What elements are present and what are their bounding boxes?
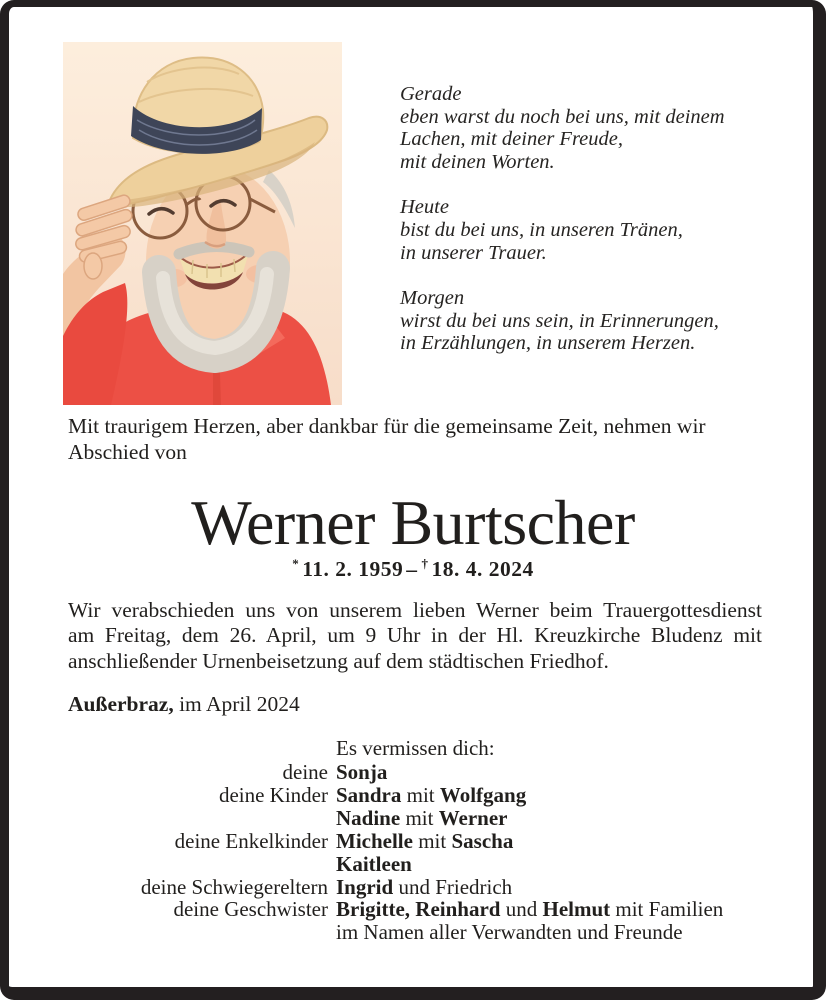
poem-line: Gerade xyxy=(400,83,462,105)
mourner-relation xyxy=(68,807,328,830)
death-date: 18. 4. 2024 xyxy=(431,557,534,581)
mourner-row xyxy=(68,830,768,853)
announcement-line: Wir verabschieden uns von unserem lieben Werner beim Trauergottesdienst xyxy=(68,598,762,622)
mourner-relation xyxy=(68,853,328,876)
mourner-name-segment: Brigitte, Reinhard xyxy=(336,897,501,922)
mourner-name-segment: Ingrid xyxy=(336,874,394,899)
poem-line: wirst du bei uns sein, in Erinnerungen, xyxy=(400,309,719,332)
poem-line: mit deinen Worten. xyxy=(400,150,555,173)
mourner-row xyxy=(68,898,768,921)
mourner-relation xyxy=(68,921,328,944)
mourner-names xyxy=(336,853,768,876)
mourner-name-segment: und Friedrich xyxy=(393,874,513,899)
birth-symbol: * xyxy=(292,556,300,571)
funeral-announcement xyxy=(68,598,762,674)
poem-line: eben warst du noch bei uns, mit deinem xyxy=(400,105,725,128)
announcement-line: anschließender Urnenbeisetzung auf dem städtischen Friedhof. xyxy=(68,648,609,673)
mourner-name-segment: Sonja xyxy=(336,760,388,784)
mourner-names xyxy=(336,761,768,784)
intro-text xyxy=(68,414,768,465)
mourner-name-segment: und xyxy=(500,897,543,922)
mourner-name-segment: Werner xyxy=(438,805,508,830)
poem-line: Morgen xyxy=(400,287,465,310)
mourner-name-segment: Wolfgang xyxy=(439,782,527,807)
poem-line: bist du bei uns, in unseren Tränen, xyxy=(400,218,683,241)
mourner-relation: deine Kinder xyxy=(218,782,328,807)
mourner-name-segment: im Namen aller Verwandten und Freunde xyxy=(336,920,683,945)
announcement-line: am Freitag, dem 26. April, um 9 Uhr in der Hl. Kreuzkirche Bludenz mit xyxy=(68,623,762,648)
intro-line: Abschied von xyxy=(68,439,187,464)
mourner-row xyxy=(68,807,768,830)
mourner-relation: deine Schwiegereltern xyxy=(140,874,328,899)
mourner-names xyxy=(336,876,768,899)
dateline-place: Außerbraz, xyxy=(68,692,174,716)
mourner-names xyxy=(336,784,768,807)
mourner-name-segment: mit xyxy=(412,828,452,853)
mourner-row xyxy=(68,784,768,807)
mourner-names xyxy=(336,830,768,853)
mourner-name-segment: mit Familien xyxy=(610,897,724,922)
mourner-relation: deine xyxy=(282,760,328,784)
mourner-row xyxy=(68,921,768,944)
deceased-name: Werner Burtscher xyxy=(191,487,635,558)
poem-stanza xyxy=(400,196,725,264)
mourner-row xyxy=(68,761,768,784)
mourner-name-segment: Kaitleen xyxy=(336,851,412,876)
mourner-names xyxy=(336,807,768,830)
birth-date: 11. 2. 1959 xyxy=(302,557,404,581)
mourner-name-segment: Nadine xyxy=(336,805,401,830)
dates-separator: – xyxy=(406,557,418,581)
poem-line: in Erzählungen, in unserem Herzen. xyxy=(400,332,696,355)
mourner-names xyxy=(336,921,768,944)
poem-line: Lachen, mit deiner Freude, xyxy=(400,128,623,151)
mourner-relation: deine Geschwister xyxy=(173,897,328,922)
life-dates xyxy=(0,556,826,582)
mourner-name-segment: Helmut xyxy=(542,897,611,922)
dateline xyxy=(68,692,300,717)
mourner-name-segment: mit xyxy=(400,805,439,830)
portrait-photo xyxy=(63,42,342,405)
poem-line: in unserer Trauer. xyxy=(400,241,547,264)
mourners-heading: Es vermissen dich: xyxy=(336,736,495,760)
mourner-name-segment: Michelle xyxy=(336,828,413,853)
mourner-name-segment: Sascha xyxy=(451,828,514,853)
mourner-row xyxy=(68,876,768,899)
dateline-date: im April 2024 xyxy=(173,692,300,716)
poem-stanza xyxy=(400,83,725,173)
intro-line: Mit traurigem Herzen, aber dankbar für die gemeinsame Zeit, nehmen wir xyxy=(68,414,706,438)
poem-line: Heute xyxy=(400,196,449,219)
mourner-names xyxy=(336,898,768,921)
death-symbol: † xyxy=(421,556,429,571)
poem-stanza xyxy=(400,287,725,355)
mourner-row xyxy=(68,853,768,876)
mourner-name-segment: Sandra xyxy=(336,782,402,807)
portrait-illustration xyxy=(63,42,342,405)
mourner-name-segment: mit xyxy=(401,782,440,807)
mourner-rows xyxy=(68,761,768,944)
mourner-relation: deine Enkelkinder xyxy=(174,828,328,853)
poem xyxy=(400,83,725,378)
